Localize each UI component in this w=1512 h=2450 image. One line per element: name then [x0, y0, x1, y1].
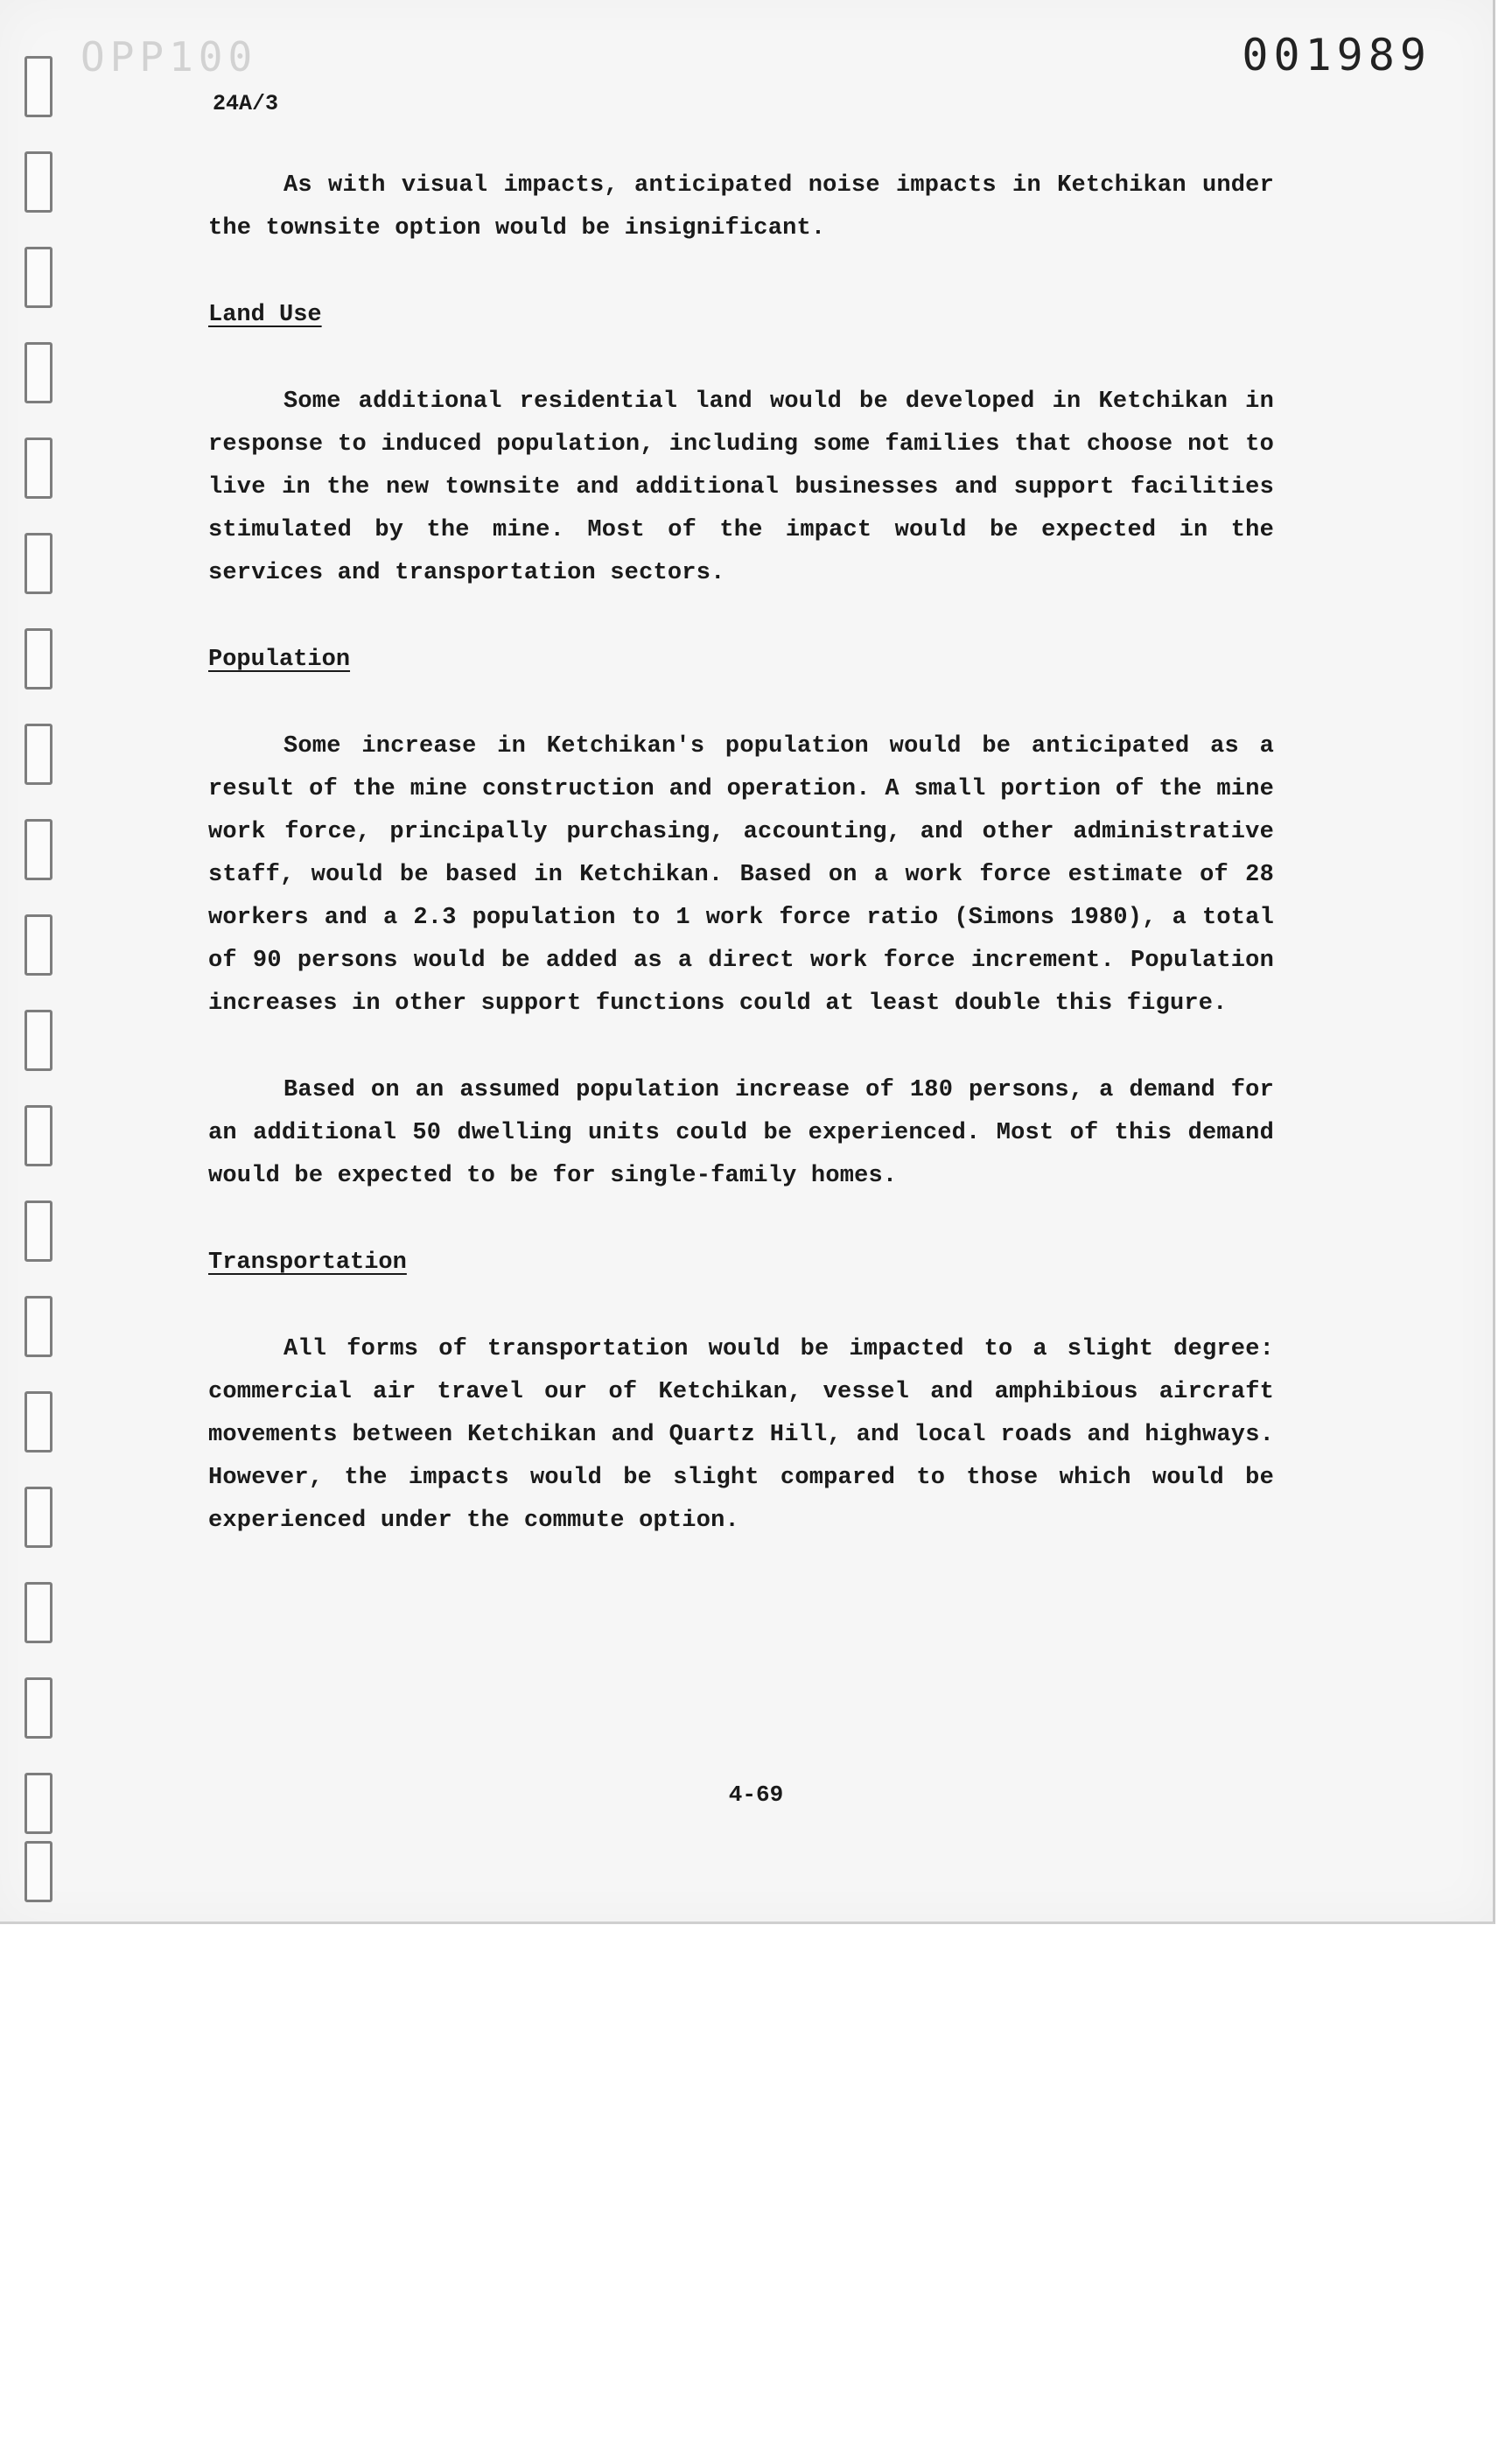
transportation-heading: Transportation — [208, 1250, 407, 1276]
binder-hole — [24, 533, 52, 594]
binder-hole — [24, 1582, 52, 1643]
population-paragraph-2: Based on an assumed population increase of 180 persons, a demand for an additional 50 dwelling units could be experienced. Most of this demand would be expected to be for single-family homes. — [208, 1077, 1274, 1189]
intro-paragraph: As with visual impacts, anticipated noise impacts in Ketchikan under the townsite option would be insignificant. — [208, 172, 1274, 242]
population-paragraph-1: Some increase in Ketchikan's population would be anticipated as a result of the mine construction and operation. A small portion of the mine work force, principally purchasing, accounting, and other administrative staff, would be based in Ketchikan. Based on a work force estimate of 28 workers and a 2.3 population to 1 work force ratio (Simons 1980), a total of 90 persons would be added as a direct work force increment. Population increases in other support functions could at least double this figure. — [208, 733, 1274, 1017]
binder-hole — [24, 724, 52, 785]
binder-hole — [24, 1677, 52, 1739]
binder-hole — [24, 1841, 52, 1902]
reference-code: 24A/3 — [213, 91, 279, 116]
population-heading: Population — [208, 647, 351, 673]
page-number: 4-69 — [728, 1782, 784, 1808]
transportation-paragraph: All forms of transportation would be impacted to a slight degree: commercial air travel our of Ketchikan, vessel and amphibious aircraft movements between Ketchikan and Quartz Hill, and local roads and highways. However, the impacts would be slight compared to those which would be experienced under the commute option. — [208, 1336, 1274, 1534]
document-number: 001989 — [1242, 30, 1432, 80]
binder-hole — [24, 56, 52, 117]
land-use-paragraph: Some additional residential land would be developed in Ketchikan in response to induced population, including some families that choose not to live in the new townsite and additional businesses and support facilities stimulated by the mine. Most of the impact would be expected in the services and transportation sectors. — [208, 388, 1274, 586]
binder-hole — [24, 1105, 52, 1166]
binder-hole — [24, 151, 52, 213]
binder-hole — [24, 1487, 52, 1548]
land-use-heading: Land Use — [208, 302, 322, 328]
binder-hole — [24, 247, 52, 308]
binder-hole — [24, 914, 52, 976]
document-body — [208, 164, 1274, 1586]
binder-hole — [24, 1200, 52, 1262]
binder-hole — [24, 628, 52, 690]
binder-hole — [24, 1296, 52, 1357]
binder-hole — [24, 438, 52, 499]
binder-hole — [24, 1391, 52, 1452]
faint-stamp-number: OPP100 — [80, 33, 258, 80]
binder-hole — [24, 342, 52, 403]
binder-hole — [24, 819, 52, 880]
binder-hole — [24, 1010, 52, 1071]
